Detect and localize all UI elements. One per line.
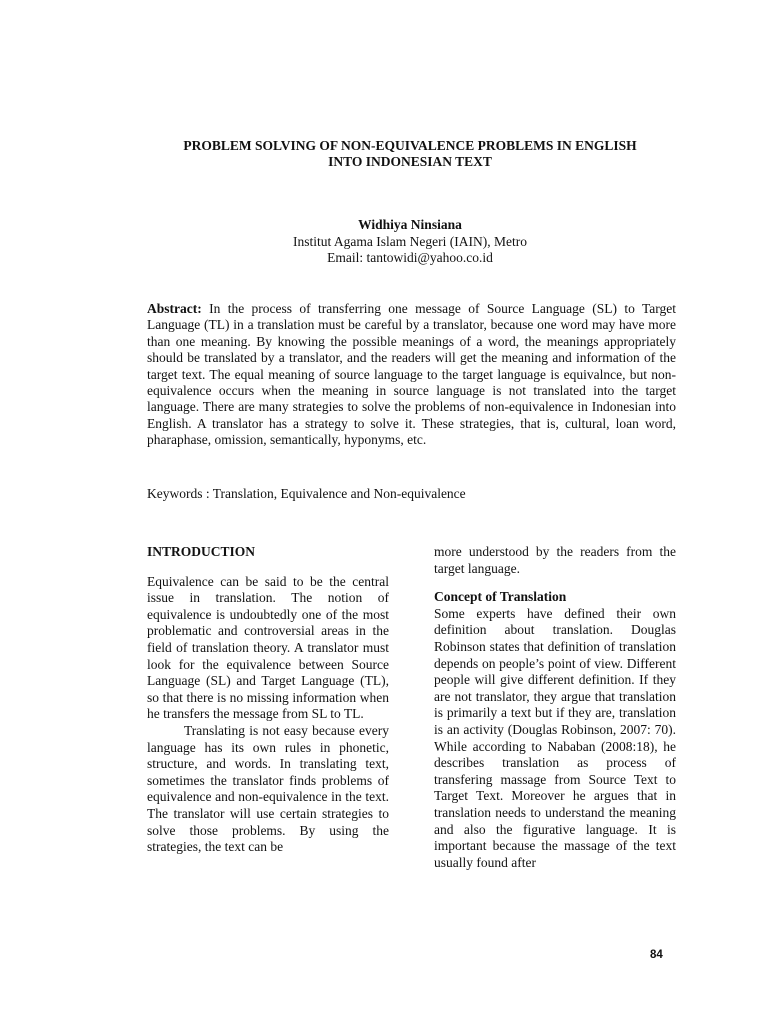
author-name: Widhiya Ninsiana <box>358 217 462 232</box>
abstract-label: Abstract: <box>147 301 202 316</box>
abstract-text: In the process of transferring one message of Source Language (SL) to Target Language (TL) in a translation must be careful by a translator, because one word may have more than one meaning. By knowing the possible meanings of a word, the meanings appropriately should be translated by a translator, and the readers will get the meaning and information of the target text. The equal meaning of source language to the target language is equivalnce, but non-equivalence occurs when the meaning in source language is not translated into the target language. There are many strategies to solve the problems of non-equivalence in Indonesian into English. A translator has a strategy to solve it. These strategies, that is, cultural, loan word, pharaphase, omission, semantically, hyponyms, etc. <box>147 301 676 448</box>
author-affiliation: Institut Agama Islam Negeri (IAIN), Metro <box>293 233 527 249</box>
concept-of-translation-heading: Concept of Translation <box>434 589 567 605</box>
introduction-paragraph-1: Equivalence can be said to be the central issue in translation. The notion of equivalence is undoubtedly one of the most problematic and controversial areas in the field of translation theory. A translator must look for the equivalence between Source Language (SL) and Target Language (TL), so that there is no missing information when he transfers the message from SL to TL. <box>147 573 389 722</box>
page-number: 84 <box>650 949 663 961</box>
left-column <box>147 544 389 856</box>
abstract <box>147 301 676 449</box>
keywords: Keywords : Translation, Equivalence and Non-equivalence <box>147 486 466 501</box>
continuation-paragraph: more understood by the readers from the target language. <box>434 544 676 576</box>
author-block <box>140 217 680 267</box>
author-email: Email: tantowidi@yahoo.co.id <box>327 250 493 265</box>
introduction-heading: INTRODUCTION <box>147 544 256 559</box>
title-line-1: PROBLEM SOLVING OF NON-EQUIVALENCE PROBLEMS IN ENGLISH <box>183 138 637 153</box>
introduction-paragraph-2: Translating is not easy because every language has its own rules in phonetic, structure, and words. In translating text, sometimes the translator finds problems of equivalence and non-equivalence in the text. The translator will use certain strategies to solve those problems. By using the strategies, the text can be <box>147 722 389 855</box>
paper-title <box>140 138 680 170</box>
right-column <box>434 544 676 871</box>
concept-paragraph: Some experts have defined their own definition about translation. Douglas Robinson states that definition of translation depends on people’s point of view. Different people will give different definition. If they are not translator, they argue that translation is primarily a text but if they are, translation is an activity (Douglas Robinson, 2007: 70). While according to Nababan (2008:18), he describes translation as process of transfering massage from Source Text to Target Text. Moreover he argues that in translation needs to understand the meaning and also the figurative language. It is important because the massage of the text usually found after <box>434 605 676 870</box>
title-line-2: INTO INDONESIAN TEXT <box>328 154 492 169</box>
